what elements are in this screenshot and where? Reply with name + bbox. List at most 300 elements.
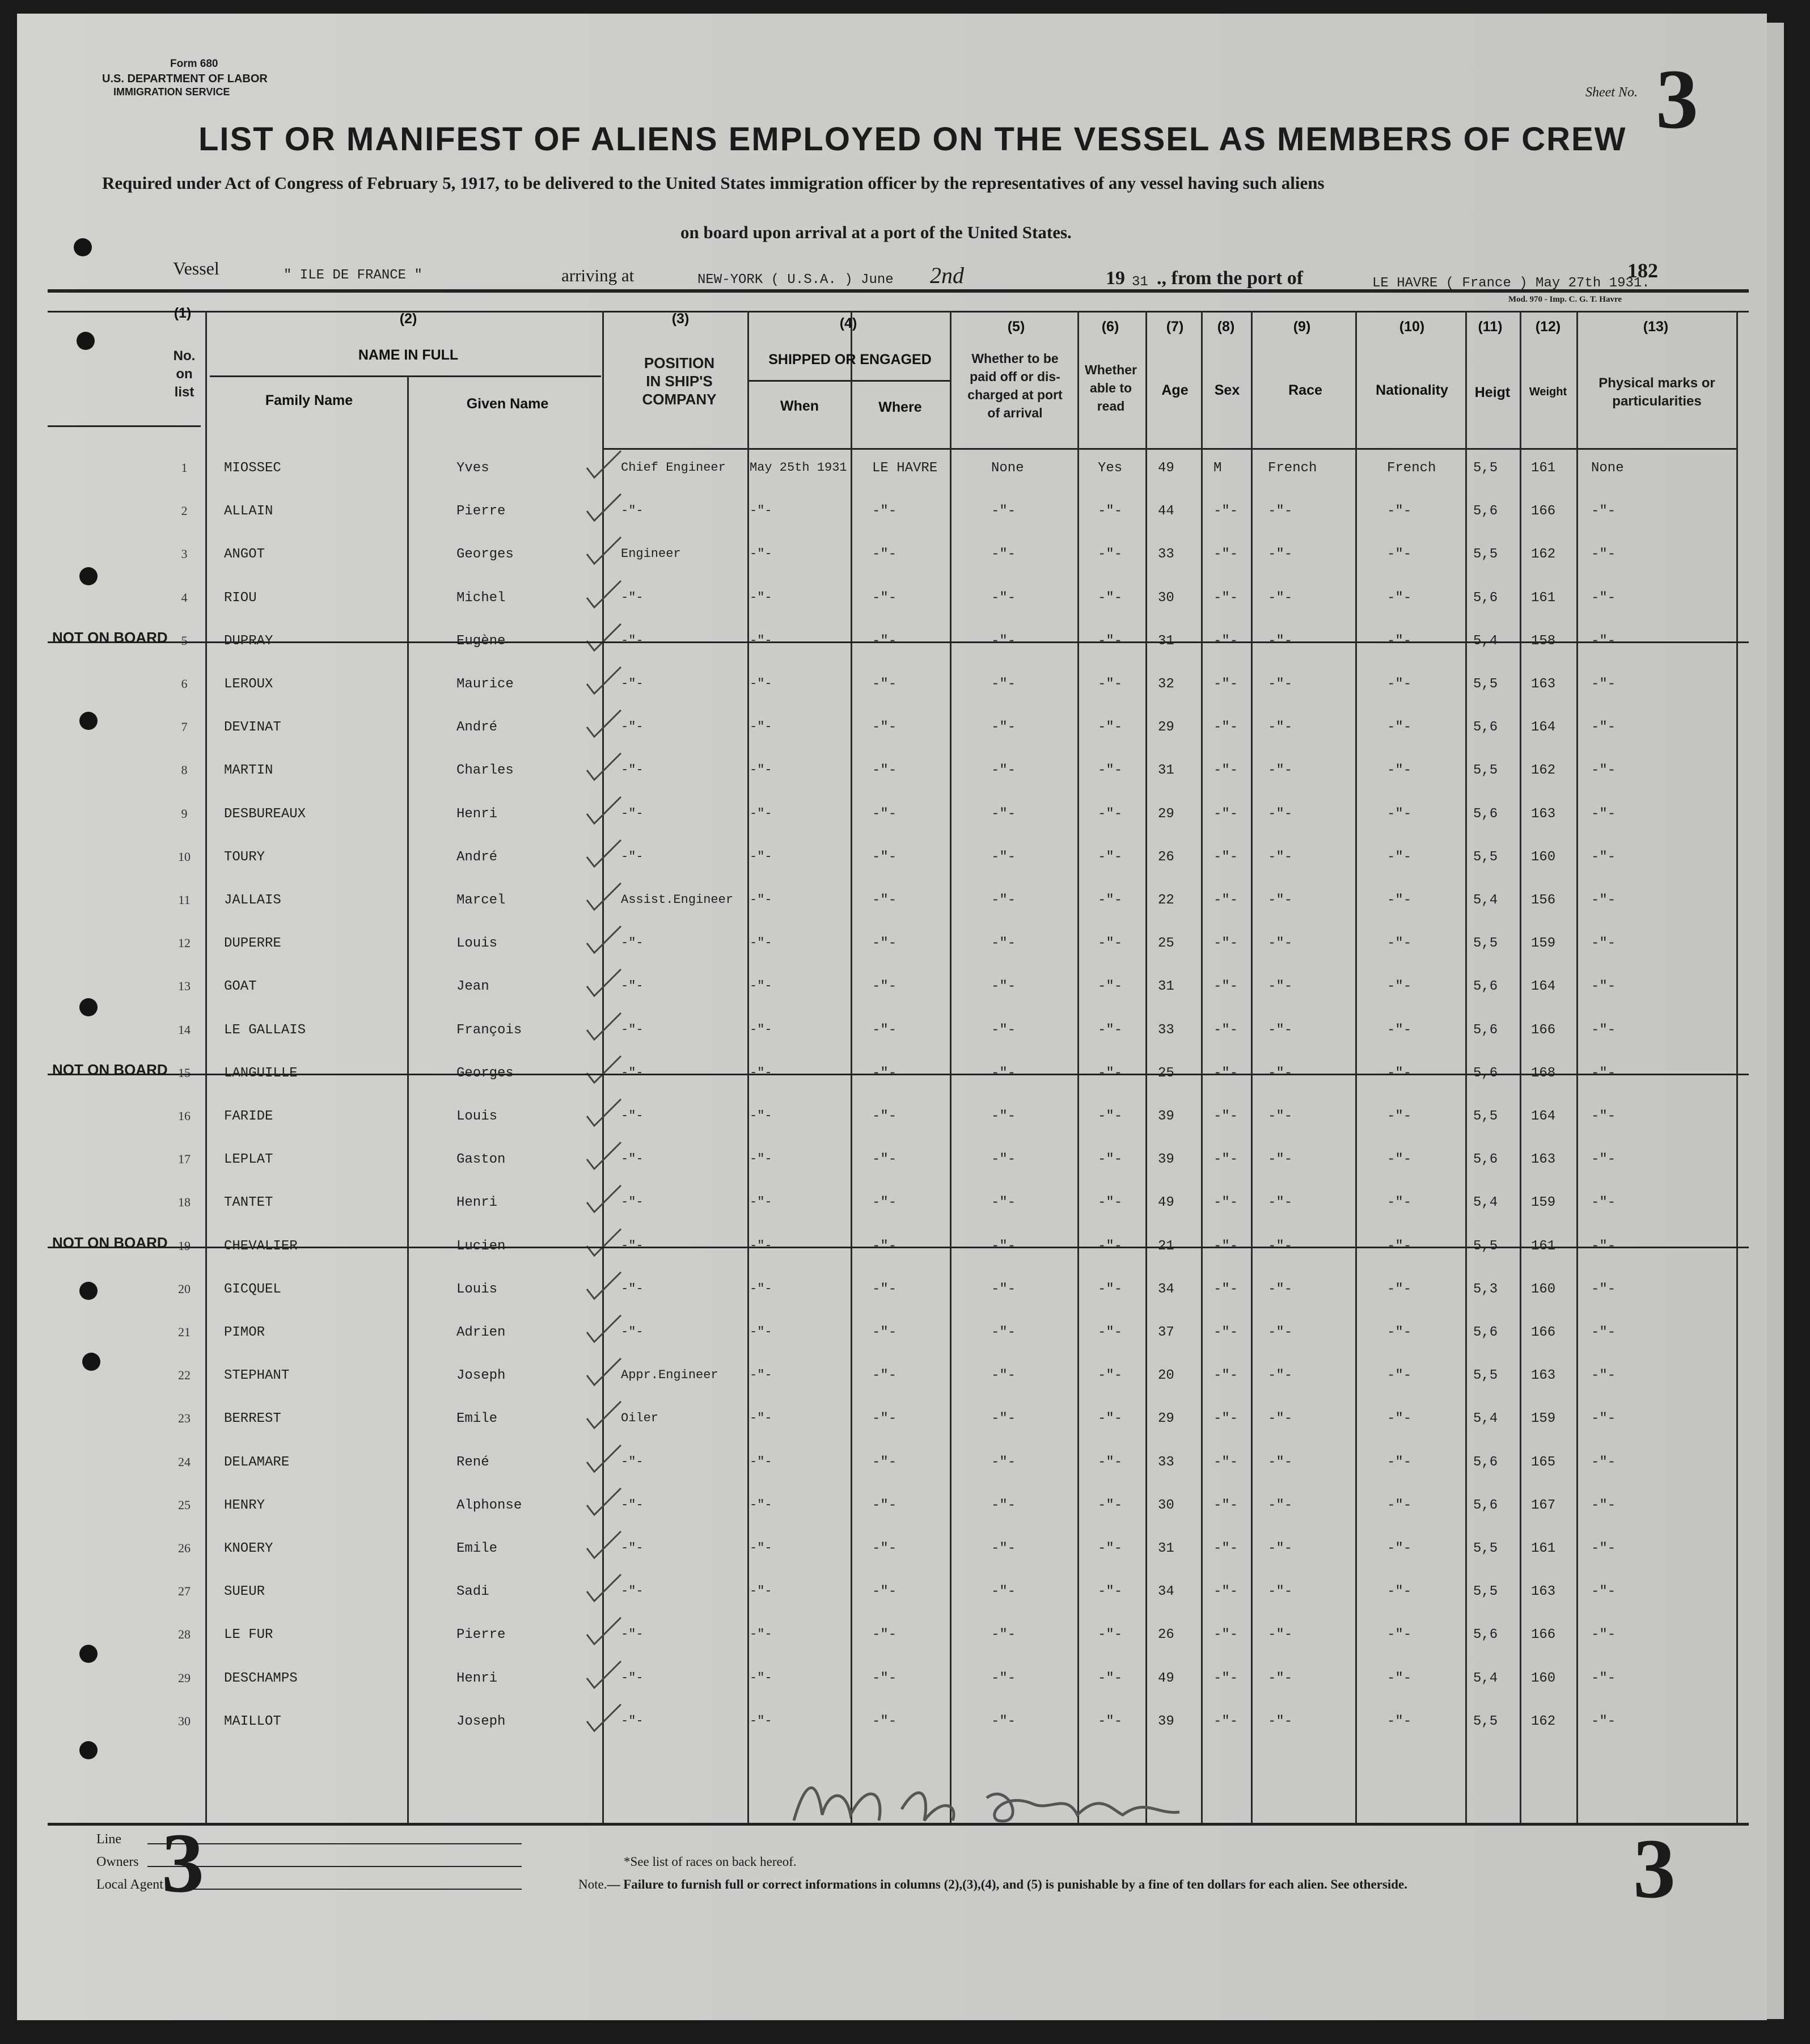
weight: 163 bbox=[1531, 1368, 1556, 1383]
family-name: LE FUR bbox=[224, 1627, 273, 1642]
vessel-name: " ILE DE FRANCE " bbox=[284, 268, 422, 283]
physical-marks: -"- bbox=[1591, 1411, 1616, 1426]
check-mark bbox=[584, 1139, 624, 1173]
shipped-when: -"- bbox=[750, 590, 772, 605]
check-mark bbox=[584, 1269, 624, 1303]
check-mark bbox=[584, 1485, 624, 1519]
race: -"- bbox=[1268, 1368, 1293, 1383]
row-number: 13 bbox=[178, 979, 191, 993]
given-name: Georges bbox=[456, 1066, 514, 1081]
sex: -"- bbox=[1213, 1325, 1238, 1340]
nationality: -"- bbox=[1387, 1627, 1412, 1642]
footer-number-right: 3 bbox=[1633, 1822, 1676, 1916]
weight: 160 bbox=[1531, 1282, 1556, 1297]
height: 5,6 bbox=[1473, 720, 1498, 735]
shipped-when: -"- bbox=[750, 1671, 772, 1685]
given-name: Louis bbox=[456, 936, 498, 951]
age: 33 bbox=[1158, 1023, 1174, 1038]
arriving-label: arriving at bbox=[561, 265, 635, 285]
physical-marks: None bbox=[1591, 461, 1624, 476]
position: Oiler bbox=[621, 1411, 659, 1425]
race: -"- bbox=[1268, 1498, 1293, 1513]
shipped-when: -"- bbox=[750, 1152, 772, 1166]
height: 5,6 bbox=[1473, 1152, 1498, 1167]
sex: -"- bbox=[1213, 1411, 1238, 1426]
row-number: 24 bbox=[178, 1455, 191, 1469]
position: -"- bbox=[621, 1541, 644, 1555]
height: 5,5 bbox=[1473, 850, 1498, 865]
physical-marks-header: Physical marks or particularities bbox=[1598, 375, 1715, 409]
nationality: -"- bbox=[1387, 1455, 1412, 1470]
paid-off: -"- bbox=[991, 1066, 1016, 1081]
family-name: ALLAIN bbox=[224, 504, 273, 519]
row-number: 28 bbox=[178, 1627, 191, 1641]
paid-off: -"- bbox=[991, 1498, 1016, 1513]
physical-marks: -"- bbox=[1591, 850, 1616, 865]
height: 5,6 bbox=[1473, 1066, 1498, 1081]
shipped-where: LE HAVRE bbox=[872, 461, 938, 476]
shipped-where: -"- bbox=[872, 547, 897, 562]
punch-hole bbox=[77, 332, 95, 350]
weight: 162 bbox=[1531, 547, 1556, 562]
height: 5,5 bbox=[1473, 1541, 1498, 1556]
position: -"- bbox=[621, 1627, 644, 1641]
sex: -"- bbox=[1213, 1239, 1238, 1254]
weight: 156 bbox=[1531, 893, 1556, 908]
nationality: -"- bbox=[1387, 1368, 1412, 1383]
position: Chief Engineer bbox=[621, 461, 726, 475]
row-number: 16 bbox=[178, 1109, 191, 1123]
check-mark bbox=[584, 1312, 624, 1346]
header-bottom-rule bbox=[602, 448, 1736, 450]
row-number: 5 bbox=[181, 634, 188, 648]
physical-marks: -"- bbox=[1591, 1195, 1616, 1210]
inspector-signature bbox=[783, 1758, 1213, 1838]
nationality: -"- bbox=[1387, 634, 1412, 649]
given-name: Pierre bbox=[456, 504, 506, 519]
family-name: STEPHANT bbox=[224, 1368, 290, 1383]
weight: 167 bbox=[1531, 1498, 1556, 1513]
physical-marks: -"- bbox=[1591, 806, 1616, 822]
col-2-number: (2) bbox=[399, 311, 417, 327]
able-to-read: -"- bbox=[1098, 504, 1123, 519]
race: -"- bbox=[1268, 677, 1293, 692]
shipped-where: -"- bbox=[872, 720, 897, 735]
physical-marks: -"- bbox=[1591, 1325, 1616, 1340]
shipped-when: -"- bbox=[750, 1195, 772, 1209]
race: -"- bbox=[1268, 1714, 1293, 1729]
able-to-read: -"- bbox=[1098, 1325, 1123, 1340]
paid-off: -"- bbox=[991, 763, 1016, 778]
column-rule bbox=[205, 311, 207, 1823]
line-label: Line bbox=[96, 1832, 121, 1847]
physical-marks: -"- bbox=[1591, 504, 1616, 519]
column-rule bbox=[747, 311, 749, 1823]
check-mark bbox=[584, 448, 624, 482]
sex: -"- bbox=[1213, 1714, 1238, 1729]
punch-hole bbox=[79, 1282, 98, 1300]
physical-marks: -"- bbox=[1591, 1714, 1616, 1729]
height: 5,6 bbox=[1473, 806, 1498, 822]
arrival-day: 2nd bbox=[930, 263, 964, 288]
form-number: Form 680 bbox=[170, 58, 218, 70]
shipped-when: -"- bbox=[750, 1325, 772, 1339]
given-name: Sadi bbox=[456, 1584, 489, 1599]
col-9-number: (9) bbox=[1293, 319, 1311, 335]
sex: -"- bbox=[1213, 720, 1238, 735]
shipped-where: -"- bbox=[872, 1411, 897, 1426]
given-name: Georges bbox=[456, 547, 514, 562]
sex: -"- bbox=[1213, 1066, 1238, 1081]
able-to-read: -"- bbox=[1098, 806, 1123, 822]
table-top-rule bbox=[48, 289, 1749, 293]
check-mark bbox=[584, 1096, 624, 1130]
shipped-when: -"- bbox=[750, 1109, 772, 1123]
shipped-when: -"- bbox=[750, 979, 772, 993]
punch-hole bbox=[79, 998, 98, 1016]
race: -"- bbox=[1268, 547, 1293, 562]
shipped-where: -"- bbox=[872, 1239, 897, 1254]
position: -"- bbox=[621, 1671, 644, 1685]
age: 32 bbox=[1158, 677, 1174, 692]
physical-marks: -"- bbox=[1591, 1239, 1616, 1254]
sex: -"- bbox=[1213, 806, 1238, 822]
owners-label: Owners bbox=[96, 1855, 139, 1869]
nationality: -"- bbox=[1387, 1066, 1412, 1081]
row-number: 21 bbox=[178, 1325, 191, 1339]
age: 25 bbox=[1158, 936, 1174, 951]
shipped-when: -"- bbox=[750, 936, 772, 950]
height: 5,6 bbox=[1473, 1498, 1498, 1513]
check-mark bbox=[584, 1528, 624, 1562]
weight: 164 bbox=[1531, 720, 1556, 735]
punch-hole bbox=[79, 567, 98, 585]
sex: -"- bbox=[1213, 547, 1238, 562]
check-mark bbox=[584, 1701, 624, 1735]
shipped-when: -"- bbox=[750, 763, 772, 777]
shipped-when: -"- bbox=[750, 504, 772, 518]
column-rule bbox=[1355, 311, 1357, 1823]
physical-marks: -"- bbox=[1591, 763, 1616, 778]
weight: 166 bbox=[1531, 1627, 1556, 1642]
height: 5,5 bbox=[1473, 1109, 1498, 1124]
age: 39 bbox=[1158, 1152, 1174, 1167]
shipped-where: -"- bbox=[872, 1195, 897, 1210]
physical-marks: -"- bbox=[1591, 1455, 1616, 1470]
position: -"- bbox=[621, 1239, 644, 1253]
table-header-rule bbox=[48, 311, 1749, 312]
given-name: Louis bbox=[456, 1109, 498, 1124]
height: 5,5 bbox=[1473, 1584, 1498, 1599]
race: -"- bbox=[1268, 1152, 1293, 1167]
family-name: MIOSSEC bbox=[224, 461, 281, 476]
col-11-number: (11) bbox=[1478, 319, 1503, 335]
position: -"- bbox=[621, 1152, 644, 1166]
row-number: 18 bbox=[178, 1195, 191, 1209]
check-mark bbox=[584, 1010, 624, 1044]
physical-marks: -"- bbox=[1591, 1498, 1616, 1513]
paid-off: -"- bbox=[991, 720, 1016, 735]
shipped-when: -"- bbox=[750, 806, 772, 821]
weight: 163 bbox=[1531, 1584, 1556, 1599]
height: 5,6 bbox=[1473, 590, 1498, 606]
sex: -"- bbox=[1213, 1023, 1238, 1038]
nationality: -"- bbox=[1387, 1152, 1412, 1167]
check-mark bbox=[584, 491, 624, 525]
able-to-read: -"- bbox=[1098, 936, 1123, 951]
punch-hole bbox=[79, 1645, 98, 1663]
shipped-when: -"- bbox=[750, 1023, 772, 1037]
able-to-read: -"- bbox=[1098, 979, 1123, 994]
family-name: FARIDE bbox=[224, 1109, 273, 1124]
column-rule bbox=[1520, 311, 1521, 1823]
row-number: 10 bbox=[178, 850, 191, 864]
shipped-where: -"- bbox=[872, 763, 897, 778]
paid-off: -"- bbox=[991, 1109, 1016, 1124]
nationality: -"- bbox=[1387, 1325, 1412, 1340]
family-name: ANGOT bbox=[224, 547, 265, 562]
age: 31 bbox=[1158, 1541, 1174, 1556]
punch-hole bbox=[74, 238, 92, 256]
nationality: -"- bbox=[1387, 1023, 1412, 1038]
race: -"- bbox=[1268, 1239, 1293, 1254]
shipped-where: -"- bbox=[872, 979, 897, 994]
sex: -"- bbox=[1213, 1627, 1238, 1642]
given-name: Yves bbox=[456, 461, 489, 476]
nationality: -"- bbox=[1387, 504, 1412, 519]
check-mark bbox=[584, 880, 624, 914]
year: 31 bbox=[1132, 274, 1148, 290]
weight: 163 bbox=[1531, 806, 1556, 822]
nationality: -"- bbox=[1387, 806, 1412, 822]
strike-through-line bbox=[48, 641, 1749, 643]
service: IMMIGRATION SERVICE bbox=[113, 86, 230, 98]
nationality: -"- bbox=[1387, 936, 1412, 951]
height: 5,5 bbox=[1473, 1714, 1498, 1729]
race: -"- bbox=[1268, 1023, 1293, 1038]
given-name: Michel bbox=[456, 590, 506, 606]
able-to-read: -"- bbox=[1098, 1066, 1123, 1081]
physical-marks: -"- bbox=[1591, 547, 1616, 562]
height: 5,5 bbox=[1473, 461, 1498, 476]
race: -"- bbox=[1268, 850, 1293, 865]
able-to-read: -"- bbox=[1098, 634, 1123, 649]
age: 33 bbox=[1158, 1455, 1174, 1470]
weight: 161 bbox=[1531, 1541, 1556, 1556]
race: -"- bbox=[1268, 893, 1293, 908]
family-name: MAILLOT bbox=[224, 1714, 281, 1729]
given-name: Henri bbox=[456, 806, 498, 822]
row-number: 3 bbox=[181, 547, 188, 561]
col-no-on-list: No. on list bbox=[173, 348, 196, 400]
race: -"- bbox=[1268, 763, 1293, 778]
family-name: DESBUREAUX bbox=[224, 806, 306, 822]
column-rule bbox=[1077, 311, 1079, 1823]
shipped-sub-rule bbox=[748, 380, 950, 382]
age: 37 bbox=[1158, 1325, 1174, 1340]
nationality: -"- bbox=[1387, 1541, 1412, 1556]
nationality-header: Nationality bbox=[1376, 382, 1448, 398]
height: 5,5 bbox=[1473, 936, 1498, 951]
row-number: 29 bbox=[178, 1671, 191, 1685]
family-name: CHEVALIER bbox=[224, 1239, 298, 1254]
shipped-where: -"- bbox=[872, 1109, 897, 1124]
nationality: -"- bbox=[1387, 1282, 1412, 1297]
given-name: Louis bbox=[456, 1282, 498, 1297]
position: -"- bbox=[621, 1195, 644, 1209]
position: -"- bbox=[621, 850, 644, 864]
height: 5,4 bbox=[1473, 893, 1498, 908]
check-mark bbox=[584, 578, 624, 612]
sex: -"- bbox=[1213, 893, 1238, 908]
paid-off-header: Whether to be paid off or dis- charged at port of arrival bbox=[967, 351, 1063, 420]
check-mark bbox=[584, 1053, 624, 1087]
printer-mark: Mod. 970 - Imp. C. G. T. Havre bbox=[1508, 295, 1622, 304]
sex: -"- bbox=[1213, 1195, 1238, 1210]
height: 5,6 bbox=[1473, 1455, 1498, 1470]
paid-off: -"- bbox=[991, 893, 1016, 908]
race: -"- bbox=[1268, 806, 1293, 822]
check-mark bbox=[584, 1658, 624, 1692]
position: -"- bbox=[621, 1714, 644, 1728]
physical-marks: -"- bbox=[1591, 677, 1616, 692]
weight: 161 bbox=[1531, 590, 1556, 606]
nationality: -"- bbox=[1387, 1109, 1412, 1124]
row-number: 17 bbox=[178, 1152, 191, 1166]
paid-off: -"- bbox=[991, 806, 1016, 822]
weight: 166 bbox=[1531, 504, 1556, 519]
sex: M bbox=[1213, 461, 1222, 476]
race: -"- bbox=[1268, 1109, 1293, 1124]
position: -"- bbox=[621, 1325, 644, 1339]
physical-marks: -"- bbox=[1591, 720, 1616, 735]
age: 25 bbox=[1158, 1066, 1174, 1081]
weight: 162 bbox=[1531, 763, 1556, 778]
given-name: Adrien bbox=[456, 1325, 506, 1340]
family-name-header: Family Name bbox=[265, 392, 353, 408]
paid-off: -"- bbox=[991, 1282, 1016, 1297]
weight: 159 bbox=[1531, 1195, 1556, 1210]
paid-off: -"- bbox=[991, 634, 1016, 649]
col-7-number: (7) bbox=[1166, 319, 1184, 335]
height-header: Heigt bbox=[1474, 385, 1511, 400]
row-number: 23 bbox=[178, 1411, 191, 1425]
position: -"- bbox=[621, 504, 644, 518]
shipped-where: -"- bbox=[872, 1714, 897, 1729]
weight: 159 bbox=[1531, 936, 1556, 951]
nationality: -"- bbox=[1387, 720, 1412, 735]
check-mark bbox=[584, 664, 624, 698]
race: -"- bbox=[1268, 1325, 1293, 1340]
col-5-number: (5) bbox=[1007, 319, 1025, 335]
age: 39 bbox=[1158, 1109, 1174, 1124]
race: -"- bbox=[1268, 1282, 1293, 1297]
shipped-where: -"- bbox=[872, 1541, 897, 1556]
shipped-when: -"- bbox=[750, 1455, 772, 1469]
paid-off: -"- bbox=[991, 1023, 1016, 1038]
family-name: DESCHAMPS bbox=[224, 1671, 298, 1686]
sex: -"- bbox=[1213, 1152, 1238, 1167]
shipped-where: -"- bbox=[872, 893, 897, 908]
vessel-label: Vessel bbox=[173, 258, 219, 278]
able-to-read: -"- bbox=[1098, 1109, 1123, 1124]
shipped-where: -"- bbox=[872, 590, 897, 606]
family-name: DEVINAT bbox=[224, 720, 281, 735]
nationality: -"- bbox=[1387, 1498, 1412, 1513]
age: 31 bbox=[1158, 634, 1174, 649]
age: 21 bbox=[1158, 1239, 1174, 1254]
age: 34 bbox=[1158, 1282, 1174, 1297]
age: 31 bbox=[1158, 979, 1174, 994]
height: 5,5 bbox=[1473, 1368, 1498, 1383]
check-mark bbox=[584, 794, 624, 828]
race: -"- bbox=[1268, 936, 1293, 951]
given-name: François bbox=[456, 1023, 522, 1038]
height: 5,4 bbox=[1473, 1411, 1498, 1426]
row-number: 20 bbox=[178, 1282, 191, 1296]
age: 30 bbox=[1158, 1498, 1174, 1513]
punch-hole bbox=[79, 712, 98, 730]
sex: -"- bbox=[1213, 504, 1238, 519]
paid-off: -"- bbox=[991, 1325, 1016, 1340]
sex: -"- bbox=[1213, 1368, 1238, 1383]
able-to-read: -"- bbox=[1098, 1627, 1123, 1642]
col-1-number: (1) bbox=[174, 305, 192, 321]
sex: -"- bbox=[1213, 1455, 1238, 1470]
family-name: LEPLAT bbox=[224, 1152, 273, 1167]
able-to-read: -"- bbox=[1098, 1671, 1123, 1686]
height: 5,6 bbox=[1473, 1325, 1498, 1340]
column-rule bbox=[1576, 311, 1578, 1823]
given-name: Alphonse bbox=[456, 1498, 522, 1513]
given-name: Marcel bbox=[456, 893, 506, 908]
check-mark bbox=[584, 621, 624, 655]
sex: -"- bbox=[1213, 677, 1238, 692]
able-to-read: -"- bbox=[1098, 1152, 1123, 1167]
shipped-when: May 25th 1931 bbox=[750, 461, 847, 475]
shipped-when: -"- bbox=[750, 1411, 772, 1425]
nationality: -"- bbox=[1387, 850, 1412, 865]
shipped-when: -"- bbox=[750, 634, 772, 648]
shipped-when: -"- bbox=[750, 1498, 772, 1512]
strike-through-line bbox=[48, 1247, 1749, 1248]
family-name: TANTET bbox=[224, 1195, 273, 1210]
check-mark bbox=[584, 750, 624, 784]
given-name: René bbox=[456, 1455, 489, 1470]
shipped-when: -"- bbox=[750, 547, 772, 561]
shipped-when: -"- bbox=[750, 1714, 772, 1728]
position: -"- bbox=[621, 720, 644, 734]
height: 5,6 bbox=[1473, 1627, 1498, 1642]
able-to-read: -"- bbox=[1098, 1455, 1123, 1470]
shipped-when: -"- bbox=[750, 1282, 772, 1296]
given-name: Eugène bbox=[456, 634, 506, 649]
family-name: LANGUILLE bbox=[224, 1066, 298, 1081]
weight: 160 bbox=[1531, 850, 1556, 865]
weight: 165 bbox=[1531, 1455, 1556, 1470]
physical-marks: -"- bbox=[1591, 1152, 1616, 1167]
given-name: Charles bbox=[456, 763, 514, 778]
age: 26 bbox=[1158, 1627, 1174, 1642]
height: 5,6 bbox=[1473, 979, 1498, 994]
race: -"- bbox=[1268, 1066, 1293, 1081]
family-name: HENRY bbox=[224, 1498, 265, 1513]
nationality: -"- bbox=[1387, 893, 1412, 908]
height: 5,4 bbox=[1473, 1671, 1498, 1686]
weight-header: Weight bbox=[1529, 386, 1567, 398]
race: -"- bbox=[1268, 504, 1293, 519]
shipped-where: -"- bbox=[872, 1627, 897, 1642]
